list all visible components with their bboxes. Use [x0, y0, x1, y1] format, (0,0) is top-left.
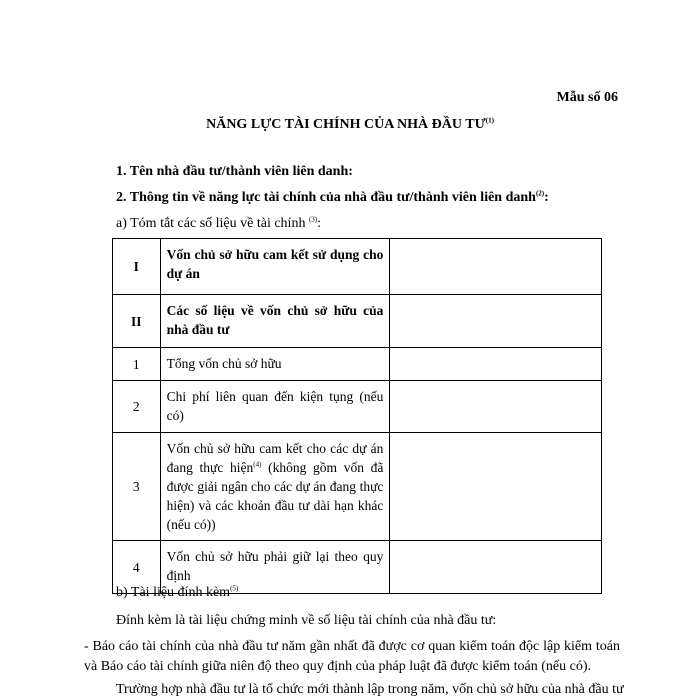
- subsection-a-footnote: (3): [308, 215, 318, 224]
- section-2-text: 2. Thông tin về năng lực tài chính của nhà đầu tư/thành viên liên danh: [116, 190, 536, 205]
- row-number: I: [113, 239, 161, 295]
- row-number: 1: [113, 348, 161, 381]
- subsection-b-text: b) Tài liệu đính kèm: [116, 585, 231, 600]
- row-label-text: Vốn chủ sở hữu cam kết cho các dự án đang thực hiện: [166, 441, 384, 475]
- row-number: 2: [113, 381, 161, 433]
- section-2-colon: :: [544, 190, 549, 205]
- row-label: [160, 433, 390, 541]
- row-value-cell: [390, 541, 602, 594]
- table-row: [113, 348, 602, 381]
- row-value-cell: [390, 239, 602, 295]
- attachment-list-item: - Báo cáo tài chính của nhà đầu tư năm gần nhất đã được cơ quan kiểm toán độc lập kiểm toán và Báo cáo tài chính giữa niên độ theo quy định của pháp luật đã được kiểm toán (nếu có).: [84, 639, 620, 674]
- subsection-a-colon: :: [317, 216, 322, 231]
- section-2-heading: [116, 190, 549, 206]
- subsection-a-text: a) Tóm tắt các số liệu về tài chính: [116, 216, 306, 231]
- row-label-footnote: (4): [253, 460, 262, 469]
- row-value-cell: [390, 433, 602, 541]
- subsection-a-heading: [116, 216, 321, 232]
- financial-summary-table: [112, 238, 602, 594]
- table-row: [113, 295, 602, 348]
- row-label: Tổng vốn chủ sở hữu: [160, 348, 390, 381]
- row-label: Vốn chủ sở hữu phải giữ lại theo quy định: [160, 541, 390, 594]
- subsection-b-heading: [116, 585, 238, 601]
- row-number: 4: [113, 541, 161, 594]
- title-text: NĂNG LỰC TÀI CHÍNH CỦA NHÀ ĐẦU TƯ: [206, 117, 486, 132]
- title-footnote: (1): [485, 116, 494, 125]
- attachment-intro: Đính kèm là tài liệu chứng minh về số liệu tài chính của nhà đầu tư:: [116, 613, 497, 628]
- row-label: Chi phí liên quan đến kiện tụng (nếu có): [160, 381, 390, 433]
- table-row: [113, 433, 602, 541]
- row-label: Vốn chủ sở hữu cam kết sử dụng cho dự án: [160, 239, 390, 295]
- form-number: Mẫu số 06: [556, 90, 618, 105]
- subsection-b-footnote: (5): [230, 584, 239, 593]
- row-number: 3: [113, 433, 161, 541]
- row-label: Các số liệu về vốn chủ sở hữu của nhà đầu tư: [160, 295, 390, 348]
- row-value-cell: [390, 295, 602, 348]
- table-row: [113, 381, 602, 433]
- body-paragraph: Trường hợp nhà đầu tư là tổ chức mới thành lập trong năm, vốn chủ sở hữu của nhà đầu tư: [116, 682, 624, 697]
- section-2-footnote: (2): [535, 189, 545, 198]
- table-row: [113, 239, 602, 295]
- row-value-cell: [390, 348, 602, 381]
- section-1-heading: 1. Tên nhà đầu tư/thành viên liên danh:: [116, 164, 353, 179]
- row-value-cell: [390, 381, 602, 433]
- document-title: [0, 117, 700, 133]
- row-number: II: [113, 295, 161, 348]
- row-label-text-continued: (không gồm vốn đã được giải ngân cho các dự án đang thực hiện) và các khoản đầu tư dài hạn khác (nếu có)): [166, 460, 384, 532]
